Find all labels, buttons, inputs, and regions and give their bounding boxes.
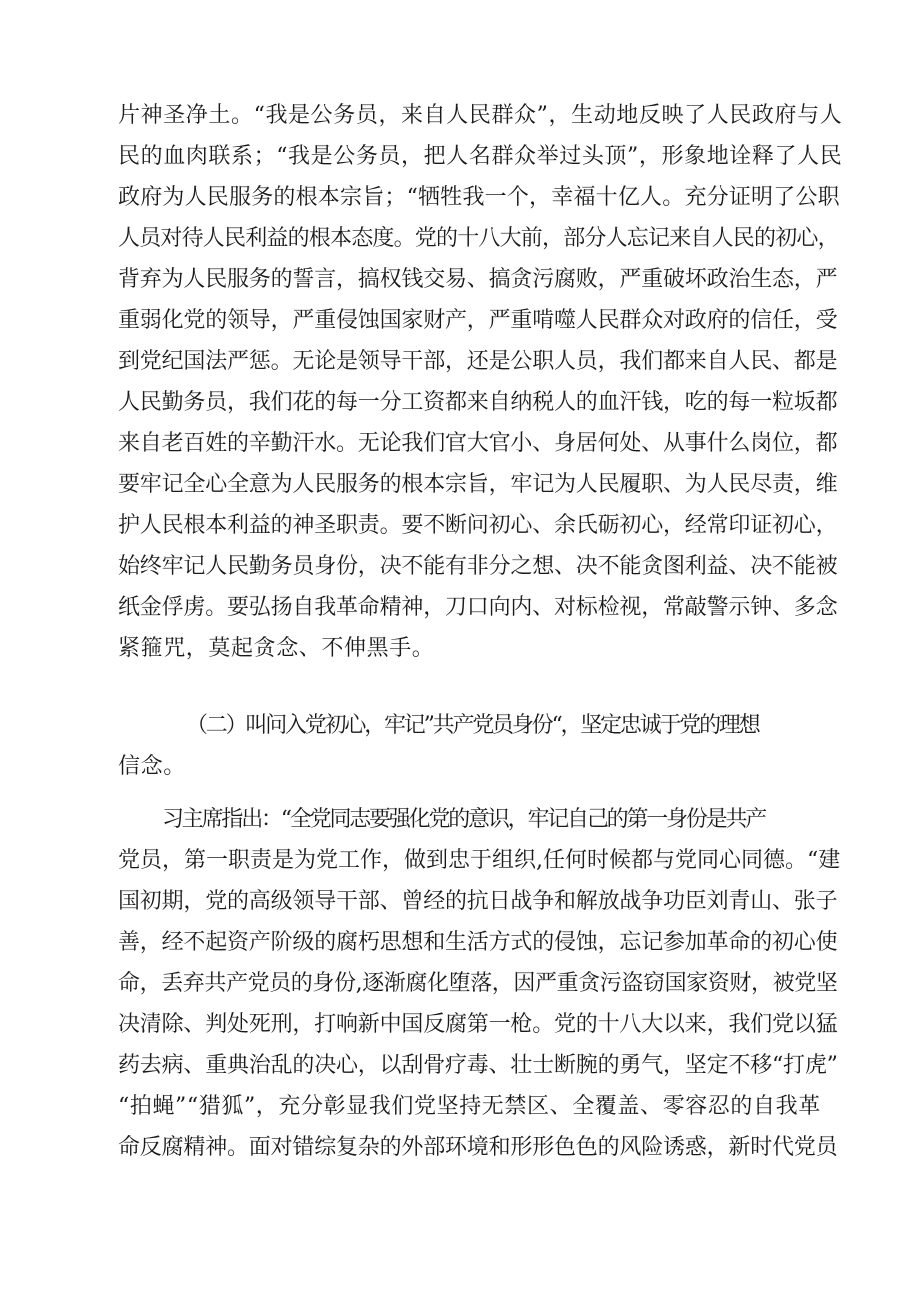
paragraph-2-line-6: 决清除、判处死刑，打响新中国反腐第一枪。党的十八大以来，我们党以猛	[118, 1012, 838, 1037]
paragraph-1-line-9: 来自老百姓的辛勤汗水。无论我们官大官小、身居何处、从事什么岗位，都	[118, 431, 838, 456]
paragraph-1-line-11: 护人民根本利益的神圣职责。要不断问初心、余氏砺初心，经常印证初心，	[118, 513, 838, 538]
paragraph-2-line-8: “拍蝇”“猎狐”，充分彰显我们党坚持无禁区、全覆盖、零容忍的自我革	[118, 1094, 821, 1119]
paragraph-1-line-6: 重弱化党的领导，严重侵蚀国家财产，严重啃噬人民群众对政府的信任，受	[118, 308, 838, 333]
paragraph-2-line-9: 命反腐精神。面对错综复杂的外部环境和形形色色的风险诱惑，新时代党员	[118, 1135, 838, 1160]
paragraph-1-line-8: 人民勤务员，我们花的每一分工资都来自纳税人的血汗钱，吃的每一粒坂都	[118, 390, 838, 415]
paragraph-1-line-10: 要牢记全心全意为人民服务的根本宗旨，牢记为人民履职、为人民尽责，维	[118, 472, 838, 497]
paragraph-1-line-3: 政府为人民服务的根本宗旨；“牺牲我一个，幸福十亿人。充分证明了公职	[118, 185, 840, 210]
paragraph-1-line-14: 紧箍咒，莫起贪念、不伸黑手。	[118, 636, 435, 661]
paragraph-1-line-7: 到党纪国法严惩。无论是领导干部，还是公职人员，我们都来自人民、都是	[118, 349, 838, 374]
paragraph-1-line-4: 人员对待人民利益的根本态度。党的十八大前，部分人忘记来自人民的初心，	[118, 226, 839, 251]
paragraph-1-line-13: 纸金俘虏。要弘扬自我革命精神，刀口向内、对标检视，常敲警示钟、多念	[118, 595, 838, 620]
paragraph-1-line-12: 始终牢记人民勤务员身份，决不能有非分之想、决不能贪图利益、决不能被	[118, 554, 838, 579]
paragraph-2-line-7: 药去病、重典治乱的决心，以刮骨疗毒、壮士断腕的勇气，坚定不移“打虎”	[118, 1053, 838, 1078]
paragraph-1-line-5: 背弃为人民服务的誓言，搞权钱交易、搞贪污腐败，严重破坏政治生态，严	[118, 267, 838, 292]
paragraph-1-line-1: 片神圣净土。“我是公务员，来自人民群众”，生动地反映了人民政府与人	[118, 103, 843, 128]
paragraph-1-line-2: 民的血肉联系；“我是公务员，把人名群众举过头顶”，形象地诠释了人民	[118, 144, 843, 169]
paragraph-2-line-4: 善，经不起资产阶级的腐朽思想和生活方式的侵蚀，忘记参加革命的初心使	[118, 930, 838, 955]
paragraph-2-line-1: 习主席指出：“全党同志要强化党的意识，牢记自己的第一身份是共产	[162, 807, 766, 832]
section-heading-line-1: （二）叫问入党初心，牢记”共产党员身份“，坚定忠诚于党的理想	[186, 713, 759, 738]
paragraph-2-line-3: 国初期，党的高级领导干部、曾经的抗日战争和解放战争功臣刘青山、张子	[118, 889, 838, 914]
paragraph-2-line-5: 命，丢弃共产党员的身份,逐渐腐化堕落，因严重贪污盗窃国家资财，被党坚	[118, 971, 838, 996]
paragraph-2-line-2: 党员，第一职责是为党工作，做到忠于组织,任何时候都与党同心同德。“建	[118, 848, 841, 873]
section-heading-line-2: 信念。	[118, 754, 186, 779]
